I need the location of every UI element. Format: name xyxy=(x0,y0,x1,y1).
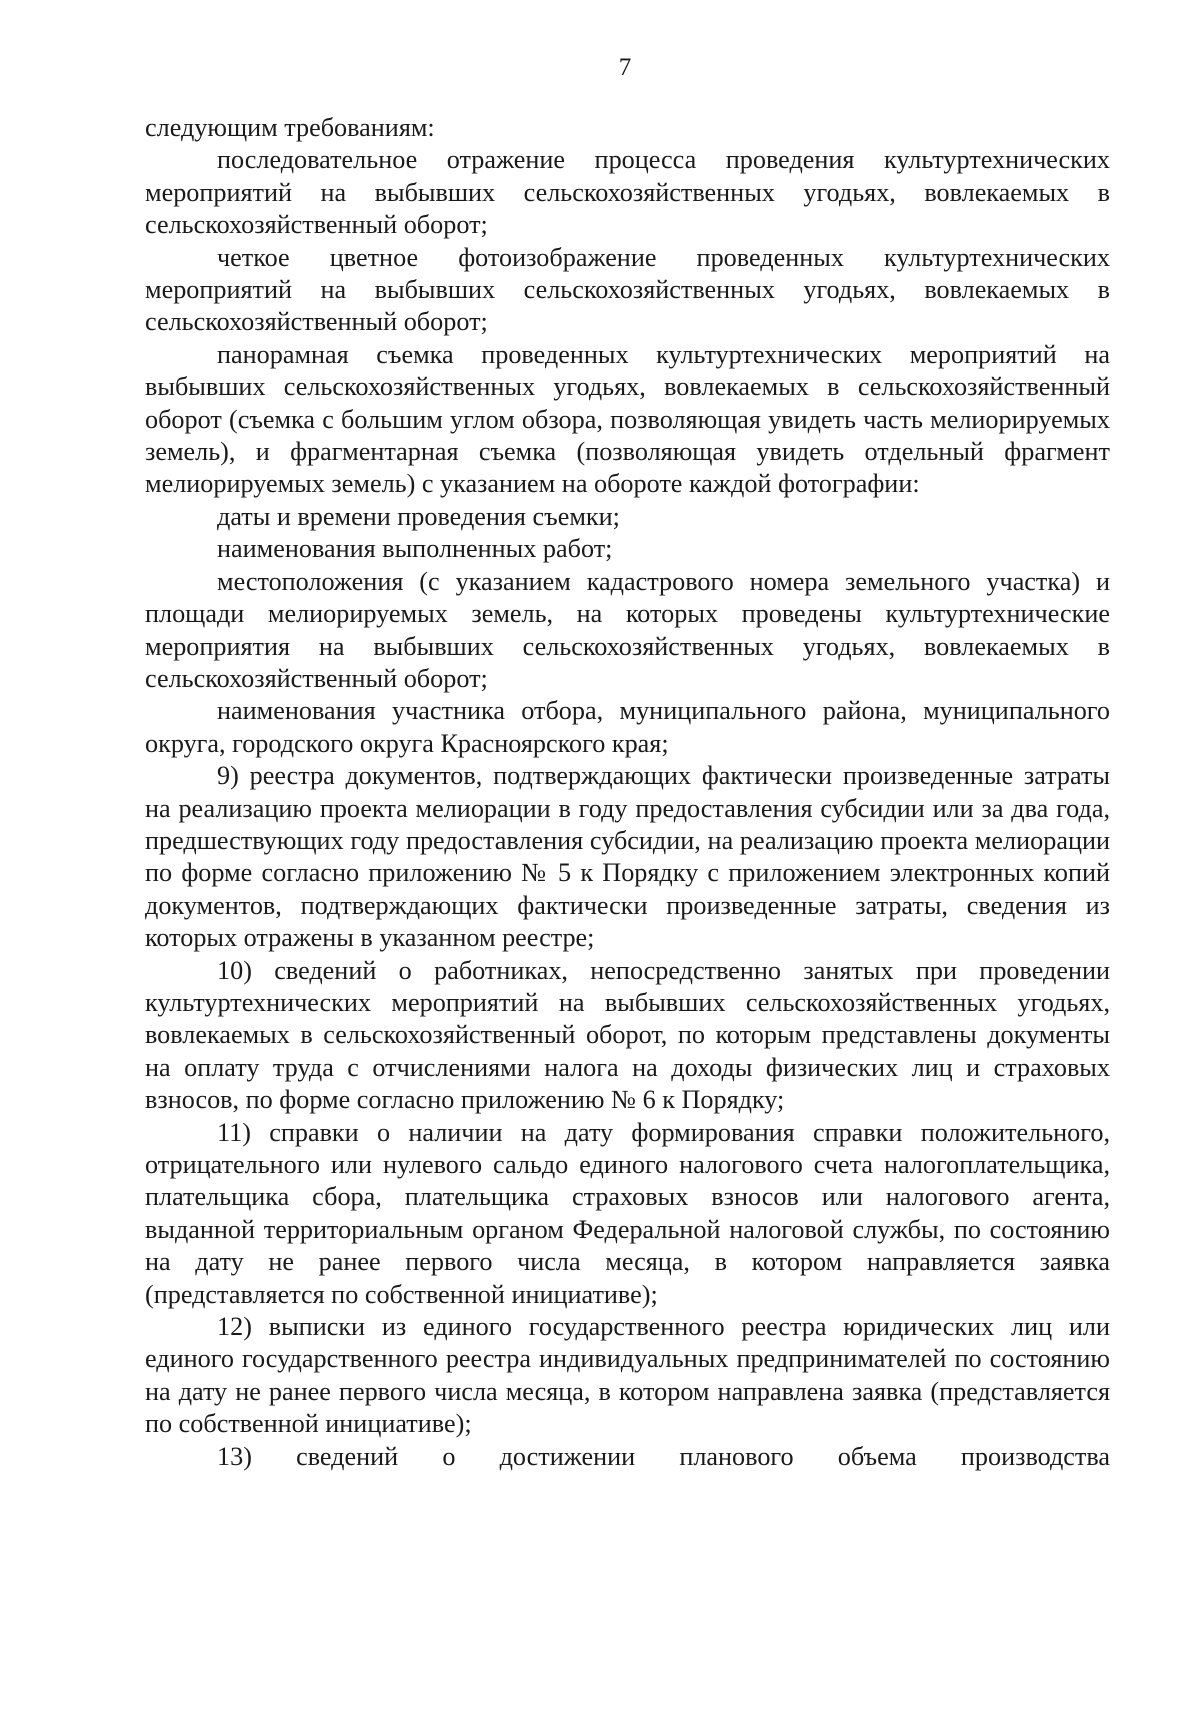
paragraph-intro: следующим требованиям: xyxy=(145,113,435,142)
paragraph-panoramic-shooting: панорамная съемка проведенных культуртехнических мероприятий на выбывших сельскохозяйственных угодьях, вовлекаемых в сельскохозяйственный оборот (съемка с большим углом обзора, позволяющая увидеть часть мелиорируемых земель), и фрагментарная съемка (позволяющая увидеть отдельный фрагмент мелиорируемых земель) с указанием на обороте каждой фотографии: xyxy=(145,339,1110,499)
paragraph-item-10: 10) сведений о работниках, непосредственно занятых при проведении культуртехнических мероприятий на выбывших сельскохозяйственных угодьях, вовлекаемых в сельскохозяйственный оборот, по которым представлены документы на оплату труда с отчислениями налога на доходы физических лиц и страховых взносов, по форме согласно приложению № 6 к Порядку; xyxy=(145,955,1110,1115)
paragraph-color-photo: четкое цветное фотоизображение проведенных культуртехнических мероприятий на выбывших сельскохозяйственных угодьях, вовлекаемых в сельскохозяйственный оборот; xyxy=(145,242,1110,337)
paragraph-item-9: 9) реестра документов, подтверждающих фактически произведенные затраты на реализацию проекта мелиорации в году предоставления субсидии или за два года, предшествующих году предоставления субсидии, на реализацию проекта мелиорации по форме согласно приложению № 5 к Порядку с приложением электронных копий документов, подтверждающих фактически произведенные затраты, сведения из которых отражены в указанном реестре; xyxy=(145,761,1110,953)
paragraph-participant-name: наименования участника отбора, муниципального района, муниципального округа, городского округа Красноярского края; xyxy=(145,696,1110,758)
paragraph-location: местоположения (с указанием кадастрового номера земельного участка) и площади мелиорируемых земель, на которых проведены культуртехнические мероприятия на выбывших сельскохозяйственных угодьях, вовлекаемых в сельскохозяйственный оборот; xyxy=(145,566,1110,693)
document-body xyxy=(145,112,1110,1473)
paragraph-works-names: наименования выполненных работ; xyxy=(217,534,613,564)
page-number: 7 xyxy=(618,54,632,81)
paragraph-item-13: 13) сведений о достижении планового объема производства xyxy=(217,1441,1110,1471)
paragraph-item-11: 11) справки о наличии на дату формирования справки положительного, отрицательного или нулевого сальдо единого налогового счета налогоплательщика, плательщика сбора, плательщика страховых взносов или налогового агента, выданной территориальным органом Федеральной налоговой службы, по состоянию на дату не ранее первого числа месяца, в котором направляется заявка (представляется по собственной инициативе); xyxy=(145,1117,1110,1309)
paragraph-item-12: 12) выписки из единого государственного реестра юридических лиц или единого государственного реестра индивидуальных предпринимателей по состоянию на дату не ранее первого числа месяца, в котором направлена заявка (представляется по собственной инициативе); xyxy=(145,1312,1110,1439)
paragraph-sequential-reflection: последовательное отражение процесса проведения культуртехнических мероприятий на выбывших сельскохозяйственных угодьях, вовлекаемых в сельскохозяйственный оборот; xyxy=(145,145,1110,240)
paragraph-shooting-date: даты и времени проведения съемки; xyxy=(217,501,620,531)
